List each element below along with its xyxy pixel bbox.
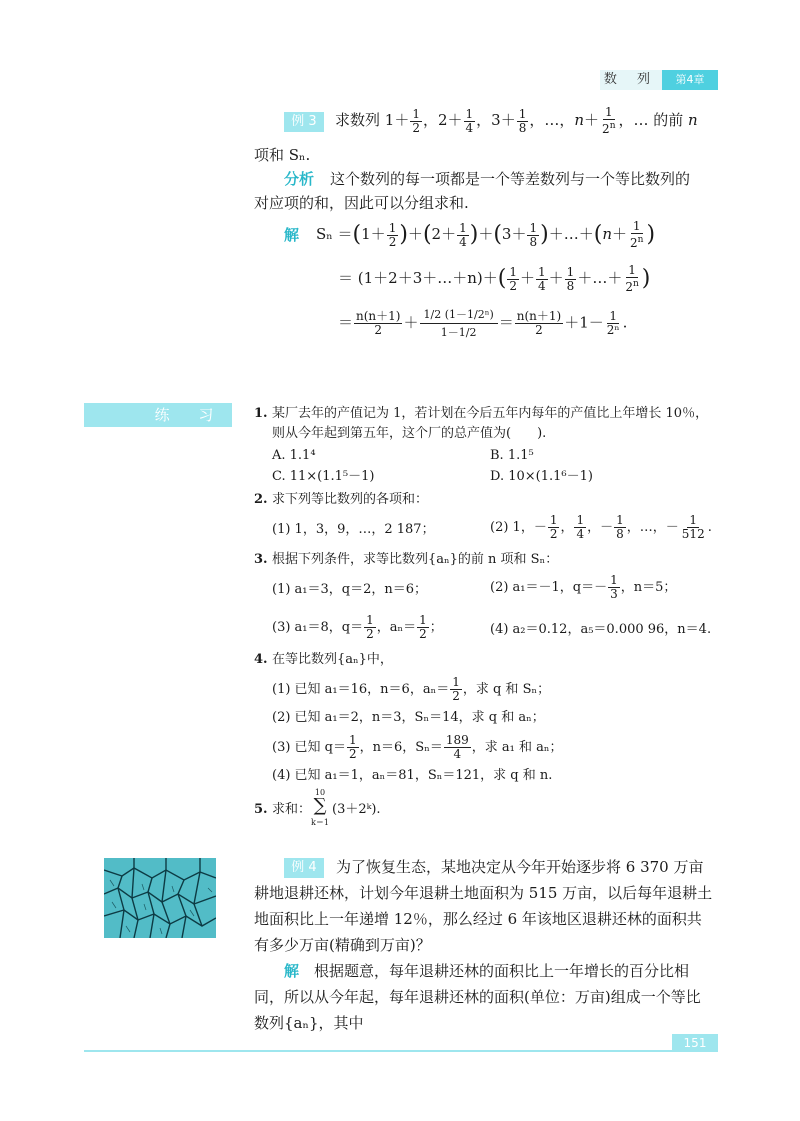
q1-option-b: B. 1.1⁵ bbox=[490, 448, 534, 463]
solution-line2: ＝ (1＋2＋3＋…＋n)＋( $\frac{1}{2}$ ＋ $\frac{1}{4}$ ＋ $\frac{1}{8}$ ＋…＋ $\frac{1}{2^n}$ ) bbox=[338, 263, 651, 294]
analysis-label: 分析 bbox=[284, 170, 315, 188]
section-title: 数 列 bbox=[600, 70, 662, 90]
q1-option-d: D. 10×(1.1⁶－1) bbox=[490, 469, 593, 484]
example3-question: 求数列 1＋ $\frac{1}{2}$ ，2＋ $\frac{1}{4}$ ，3＋ $\frac{1}{8}$ ，…，n＋ $\frac{1}{2^n}$ ，… 的前 n bbox=[335, 105, 698, 136]
q2-text: 求下列等比数列的各项和： bbox=[272, 492, 429, 507]
q3-part2: (2) a₁＝－1，q＝－ $\frac{1}{3}$ ，n＝5； bbox=[490, 573, 677, 601]
analysis-line1: 这个数列的每一项都是一个等差数列与一个等比数列的 bbox=[330, 170, 691, 188]
q4-part1: (1) 已知 a₁＝16，n＝6，aₙ＝ $\frac{1}{2}$ ，求 q 和 Sₙ； bbox=[272, 675, 551, 703]
q5-expr: (3＋2ᵏ). bbox=[332, 802, 381, 817]
example3-tag: 例 3 bbox=[284, 112, 324, 132]
example4-solution-line2: 同，所以从今年起，每年退耕还林的面积(单位：万亩)组成一个等比 bbox=[254, 988, 701, 1006]
page-number: 151 bbox=[672, 1034, 718, 1052]
q3-number: 3. bbox=[254, 552, 268, 567]
example4-tag: 例 4 bbox=[284, 858, 324, 878]
q3-part3: (3) a₁＝8，q＝ $\frac{1}{2}$ ，aₙ＝ $\frac{1}{2}$ ； bbox=[272, 613, 443, 641]
q4-number: 4. bbox=[254, 652, 268, 667]
example4-solution-line3: 数列{aₙ}，其中 bbox=[254, 1014, 364, 1032]
q1-option-c: C. 11×(1.1⁵－1) bbox=[272, 469, 375, 484]
q5-number: 5. bbox=[254, 802, 268, 817]
example4-line2: 耕地退耕还林，计划今年退耕土地面积为 515 万亩，以后每年退耕土 bbox=[254, 884, 713, 902]
cracked-earth-image bbox=[104, 858, 216, 938]
q5-text: 求和： bbox=[272, 802, 312, 817]
q3-text: 根据下列条件，求等比数列{aₙ}的前 n 项和 Sₙ： bbox=[272, 552, 559, 567]
solution-line1: Sₙ ＝(1＋ $\frac{1}{2}$ )＋(2＋ $\frac{1}{4}$ )＋(3＋ $\frac{1}{8}$ )＋…＋(n＋ $\frac{1}{2^n}$ ) bbox=[316, 219, 656, 250]
example4-solution-line1: 根据题意，每年退耕还林的面积比上一年增长的百分比相 bbox=[314, 962, 690, 980]
q1-line1: 某厂去年的产值记为 1，若计划在今后五年内每年的产值比上年增长 10％， bbox=[272, 406, 709, 421]
q3-part4: (4) a₂＝0.12，a₅＝0.000 96，n＝4. bbox=[490, 622, 712, 637]
q5-sum-top: 10 bbox=[314, 788, 326, 797]
analysis-line2: 对应项的和，因此可以分组求和. bbox=[254, 194, 469, 212]
practice-label: 练 习 bbox=[154, 406, 226, 424]
q1-line2: 则从今年起到第五年，这个厂的总产值为( ). bbox=[272, 426, 547, 441]
q2-part2: (2) 1，－ $\frac{1}{2}$ ， $\frac{1}{4}$ ，－ $\frac{1}{8}$ ，…，－ $\frac{1}{512}$ . bbox=[490, 513, 712, 541]
q1-option-a: A. 1.1⁴ bbox=[272, 448, 316, 463]
solution-line3: ＝ $\frac{n(n+1)}{2}$ ＋ $\frac{\text{1/2 (1－1/2ⁿ)}}{1-1/2}$ ＝ $\frac{n(n+1)}{2}$ ＋1－ $\frac{1}{\text{2ⁿ}}$ . bbox=[338, 308, 628, 339]
q4-part4: (4) 已知 a₁＝1，aₙ＝81，Sₙ＝121，求 q 和 n. bbox=[272, 768, 553, 783]
q4-part2: (2) 已知 a₁＝2，n＝3，Sₙ＝14，求 q 和 aₙ； bbox=[272, 710, 545, 725]
q2-number: 2. bbox=[254, 492, 268, 507]
example3-question-line2: 项和 Sₙ. bbox=[254, 146, 311, 164]
example4-line3: 地面积比上一年递增 12％，那么经过 6 年该地区退耕还林的面积共 bbox=[254, 910, 702, 928]
q2-part1: (1) 1，3，9，…，2 187； bbox=[272, 522, 435, 537]
q1-number: 1. bbox=[254, 406, 268, 421]
q4-part3: (3) 已知 q＝ $\frac{1}{2}$ ，n＝6，Sₙ＝ $\frac{189}{4}$ ，求 a₁ 和 aₙ； bbox=[272, 733, 563, 761]
q4-text: 在等比数列{aₙ}中， bbox=[272, 652, 393, 667]
example4-line4: 有多少万亩(精确到万亩)？ bbox=[254, 936, 431, 954]
q5-sum-bottom: k＝1 bbox=[311, 818, 329, 827]
sigma-icon: ∑ bbox=[313, 795, 327, 816]
q3-part1: (1) a₁＝3，q＝2，n＝6； bbox=[272, 582, 428, 597]
example4-solution-label: 解 bbox=[284, 962, 300, 980]
solution-label: 解 bbox=[284, 226, 300, 244]
example4-line1: 为了恢复生态，某地决定从今年开始逐步将 6 370 万亩 bbox=[336, 858, 704, 876]
chapter-badge: 第4章 bbox=[662, 70, 718, 90]
footer-rule bbox=[84, 1050, 718, 1052]
